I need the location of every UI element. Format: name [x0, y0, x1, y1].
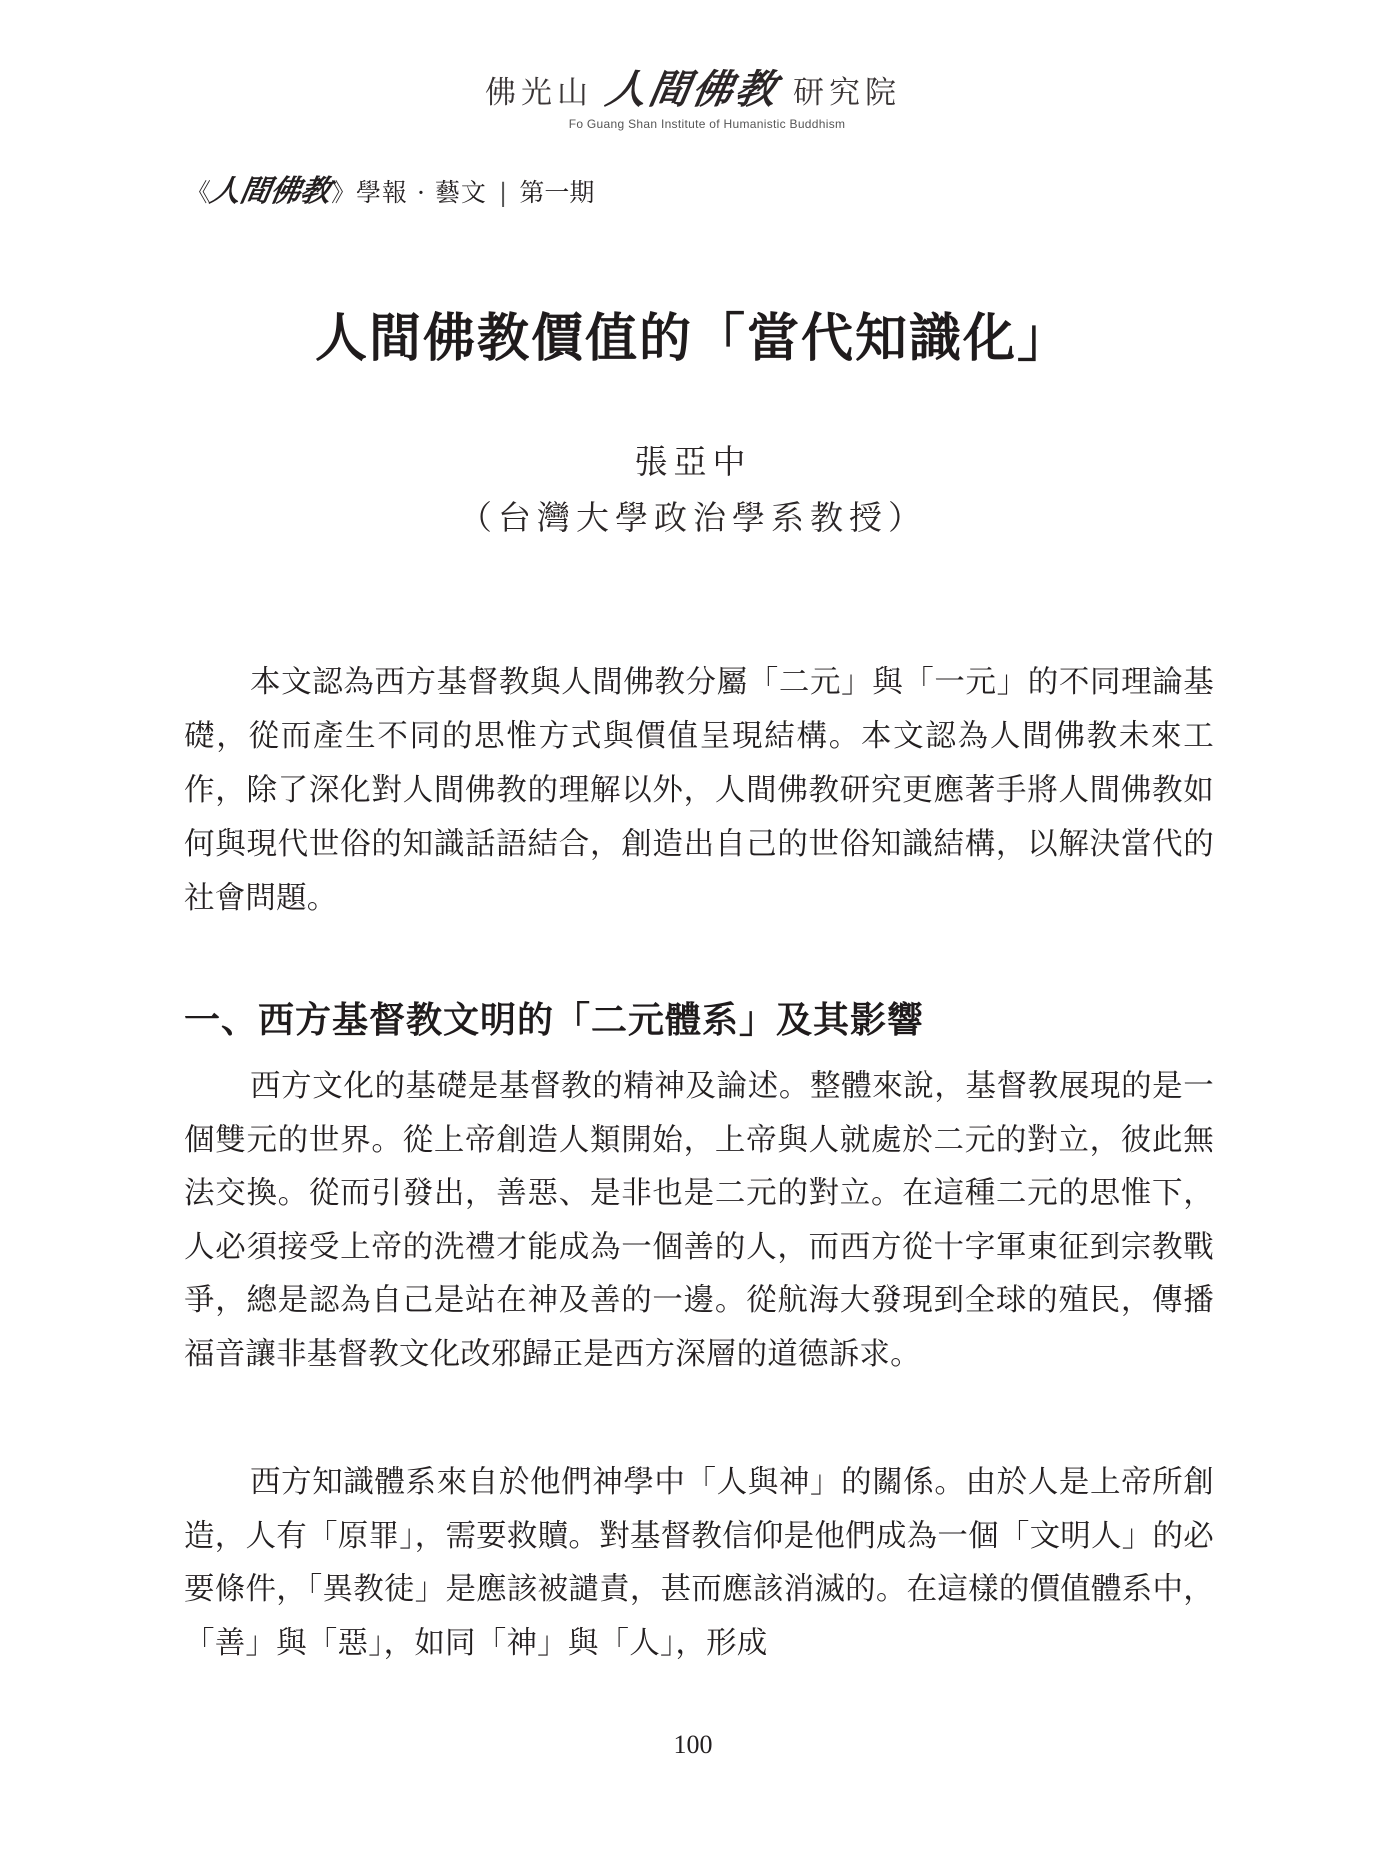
institute-name-suffix: 研究院	[793, 75, 901, 111]
article-title: 人間佛教價值的「當代知識化」	[314, 308, 1071, 369]
body-paragraph: 西方文化的基礎是基督教的精神及論述。整體來說，基督教展現的是一個雙元的世界。從上帝創造人類開始，上帝與人就處於二元的對立，彼此無法交換。從而引發出，善惡、是非也是二元的對立。在這種二元的思惟下，人必須接受上帝的洗禮才能成為一個善的人，而西方從十字軍東征到宗教戰爭，總是認為自己是站在神及善的一邊。從航海大發現到全球的殖民，傳播福音讓非基督教文化改邪歸正是西方深層的道德訴求。	[184, 1069, 1214, 1372]
institute-header	[0, 58, 1386, 131]
journal-close-bracket: 》	[331, 178, 357, 207]
journal-open-bracket: 《	[186, 178, 212, 207]
institute-brand-logotype: 人間佛教	[602, 67, 783, 113]
section-heading: 一、西方基督教文明的「二元體系」及其影響	[184, 999, 925, 1041]
page-number: 100	[673, 1730, 713, 1759]
institute-name	[485, 58, 901, 115]
journal-section-label: 學報 · 藝文	[356, 178, 487, 207]
institute-english-name: Fo Guang Shan Institute of Humanistic Buddhism	[568, 117, 846, 131]
journal-running-header	[186, 166, 594, 210]
institute-name-prefix: 佛光山	[485, 75, 593, 111]
journal-separator: |	[498, 178, 508, 207]
body-paragraph: 西方知識體系來自於他們神學中「人與神」的關係。由於人是上帝所創造，人有「原罪」，需要救贖。對基督教信仰是他們成為一個「文明人」的必要條件，「異教徒」是應該被譴責，甚而應該消滅的。在這樣的價值體系中，「善」與「惡」，如同「神」與「人」，形成	[184, 1465, 1214, 1661]
author-affiliation: （台灣大學政治學系教授）	[459, 498, 927, 537]
abstract-paragraph: 本文認為西方基督教與人間佛教分屬「二元」與「一元」的不同理論基礎，從而產生不同的思惟方式與價值呈現結構。本文認為人間佛教未來工作，除了深化對人間佛教的理解以外，人間佛教研究更應著手將人間佛教如何與現代世俗的知識話語結合，創造出自己的世俗知識結構，以解決當代的社會問題。	[184, 665, 1214, 916]
journal-issue: 第一期	[519, 178, 595, 207]
article-author: 張亞中	[634, 442, 752, 481]
journal-brand-logotype: 人間佛教	[207, 174, 334, 209]
